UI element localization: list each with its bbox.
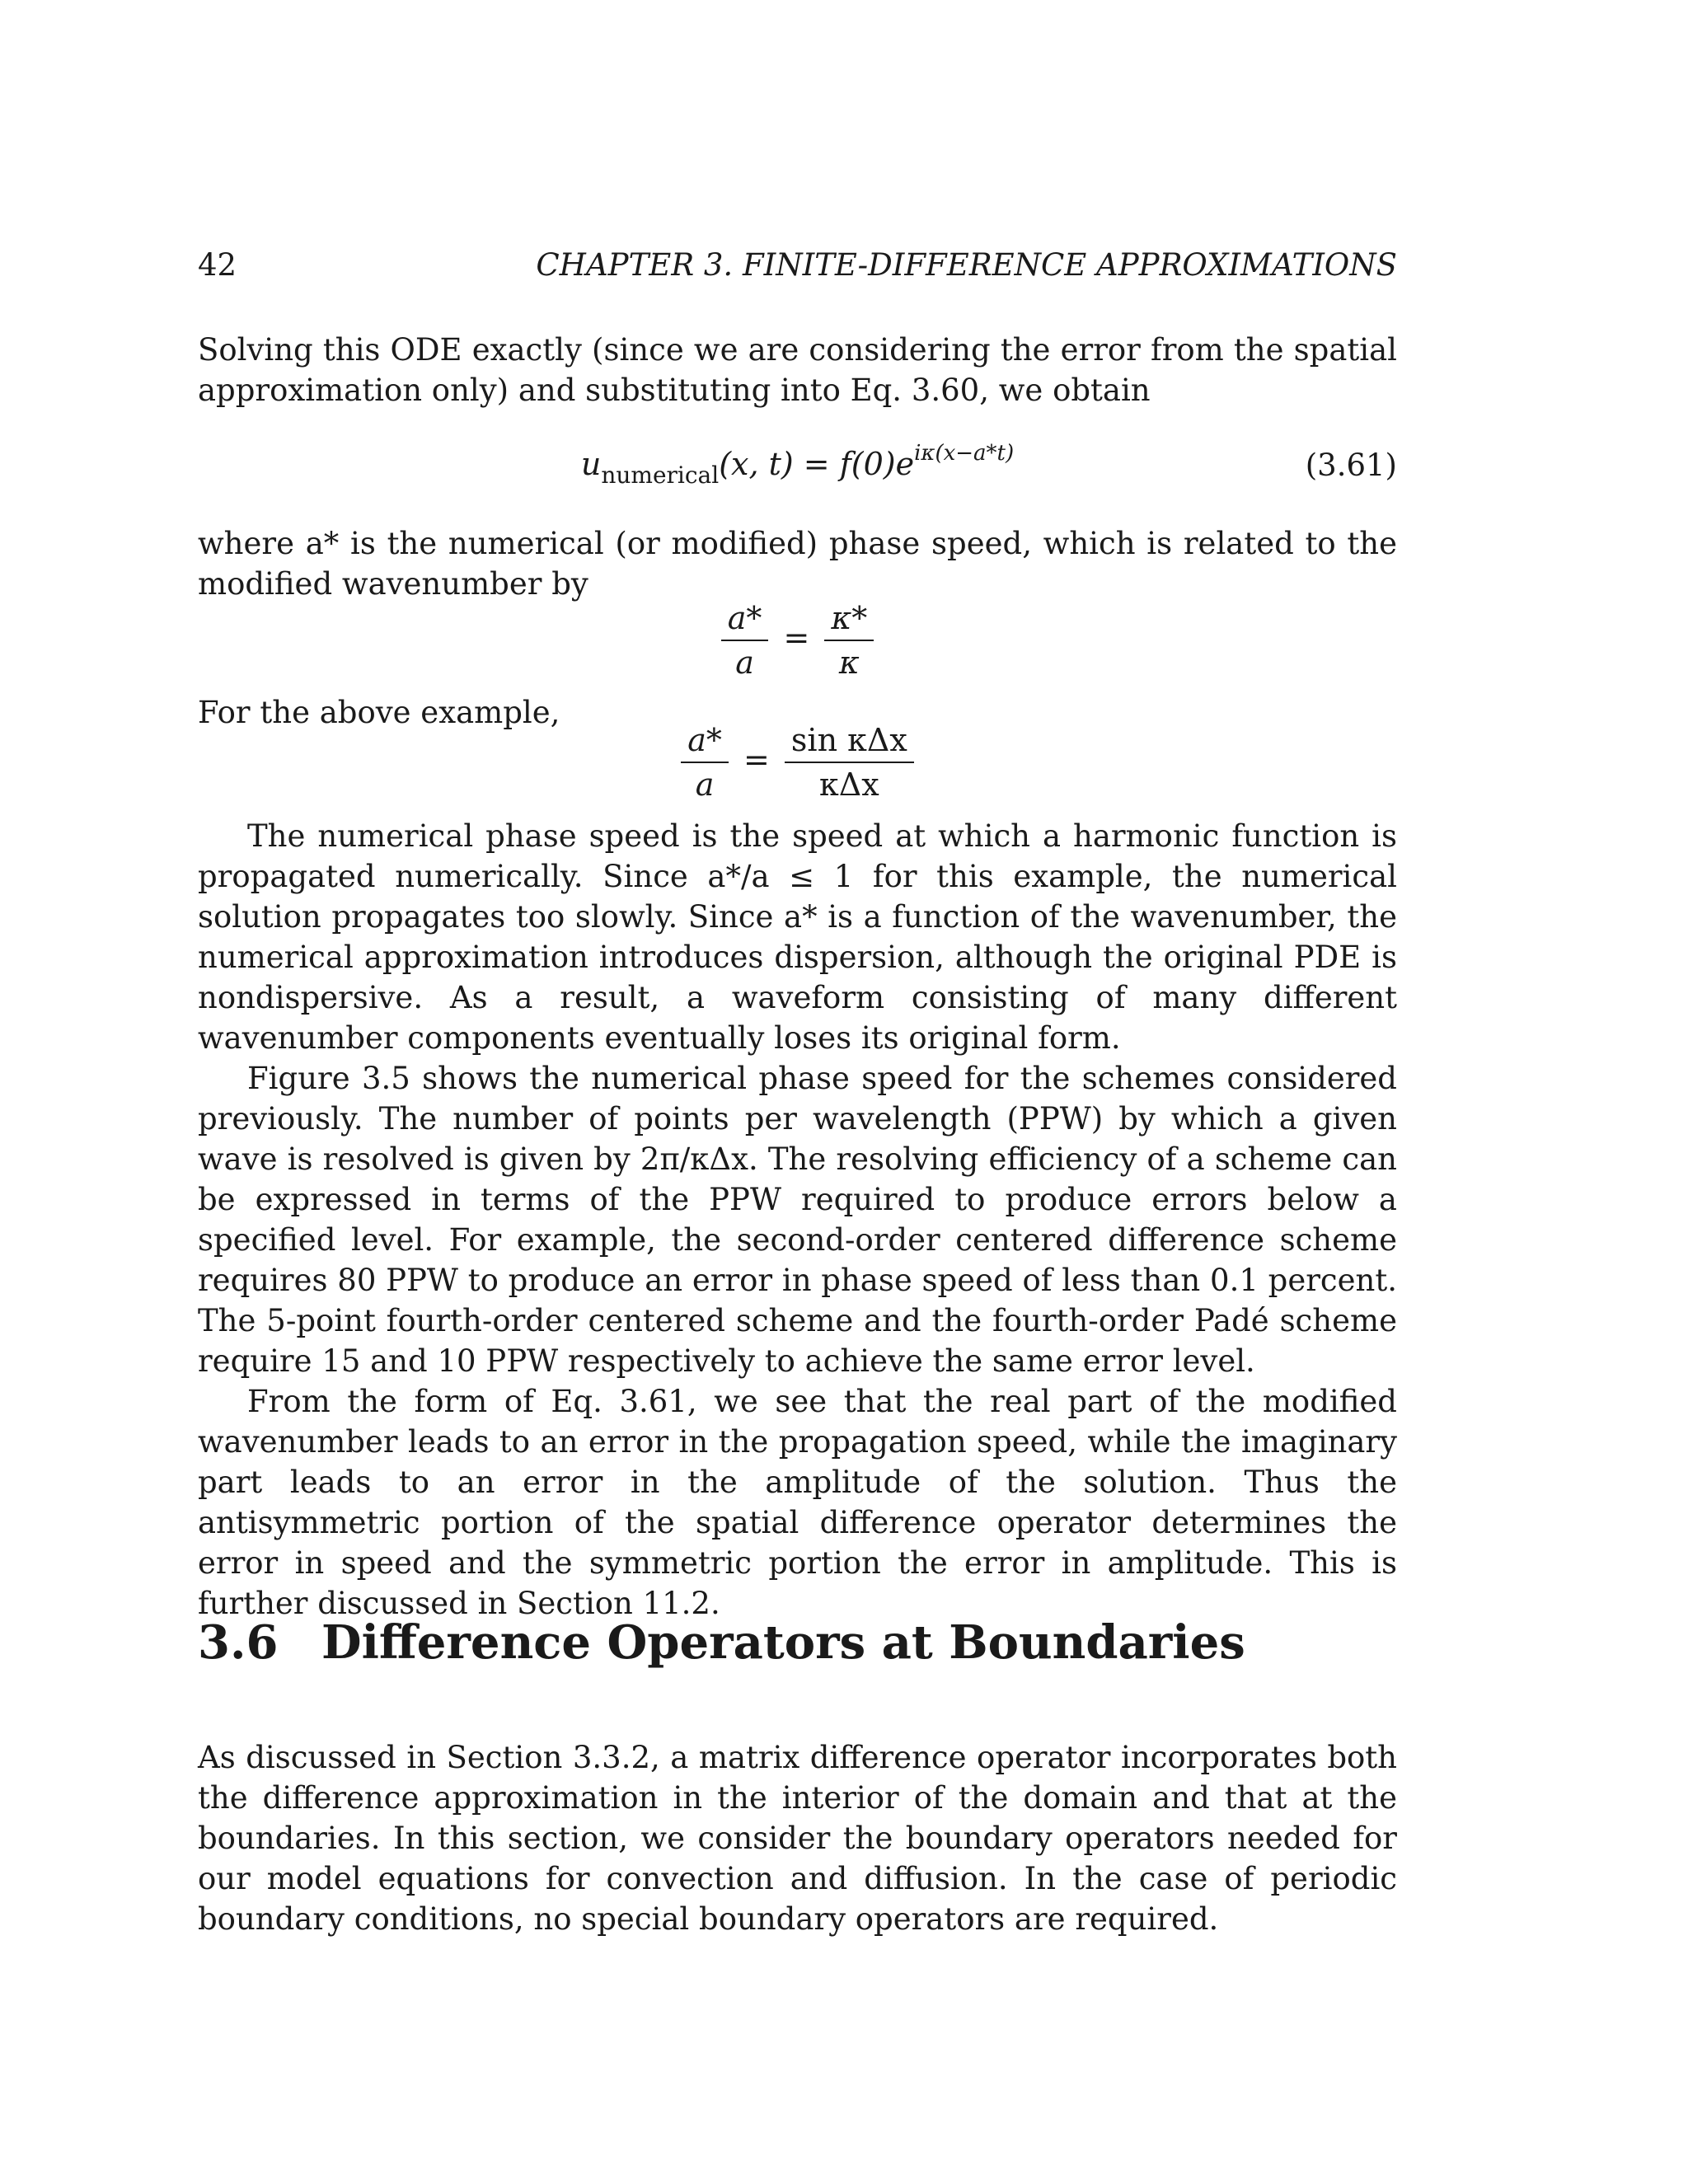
section-title: Difference Operators at Boundaries bbox=[321, 1615, 1245, 1670]
section-number: 3.6 bbox=[198, 1615, 279, 1670]
paragraph-numerical-phase-speed bbox=[198, 816, 1397, 1058]
paragraph-figure-reference bbox=[198, 1058, 1397, 1381]
fraction-rhs: $\frac{\kappa*}{\kappa}$ bbox=[824, 600, 874, 681]
paragraph-phase-speed-def bbox=[198, 523, 1397, 604]
paragraph: where a* is the numerical (or modified) phase speed, which is related to the modified wavenumber by bbox=[198, 526, 1397, 602]
paragraph: As discussed in Section 3.3.2, a matrix difference operator incorporates both the difference approximation in the interior of the domain and that at the boundaries. In this section, we consider the boundary operators needed for our model equations for convection and diffusion. In the case of periodic boundary conditions, no special boundary operators are required. bbox=[198, 1740, 1397, 1937]
fraction-lhs: $\frac{a*}{a}$ bbox=[681, 722, 729, 803]
eq-rhs: (x, t) = f(0)e bbox=[719, 446, 915, 482]
running-head: CHAPTER 3. FINITE-DIFFERENCE APPROXIMATIONS bbox=[536, 247, 1397, 283]
equals-sign: = bbox=[783, 619, 810, 656]
equation-3-61 bbox=[198, 441, 1397, 499]
fraction-lhs: $\frac{a*}{a}$ bbox=[721, 600, 769, 681]
equation-number: (3.61) bbox=[1305, 448, 1397, 483]
eq-subscript: numerical bbox=[601, 462, 720, 489]
equals-sign: = bbox=[743, 741, 770, 778]
paragraph: Solving this ODE exactly (since we are considering the error from the spatial approximation only) and substituting into Eq. 3.60, we obtain bbox=[198, 332, 1397, 408]
equation-example bbox=[198, 722, 1397, 803]
page-header bbox=[198, 247, 1397, 288]
paragraph: The numerical phase speed is the speed at which a harmonic function is propagated numerically. Since a*/a ≤ 1 for this example, the numerical solution propagates too slowly. Since a* is a function of the wavenumber, the numerical approximation introduces dispersion, although the original PDE is nondispersive. As a result, a waveform consisting of many different wavenumber components eventually loses its original form. bbox=[198, 818, 1397, 1056]
eq-lhs: u bbox=[580, 446, 602, 482]
paragraph-boundaries bbox=[198, 1737, 1397, 1939]
paragraph: Figure 3.5 shows the numerical phase speed for the schemes considered previously. The number of points per wavelength (PPW) by which a given wave is resolved is given by 2π/κΔx. The resolving efficiency of a scheme can be expressed in terms of the PPW required to produce errors below a specified level. For example, the second-order centered difference scheme requires 80 PPW to produce an error in phase speed of less than 0.1 percent. The 5-point fourth-order centered scheme and the fourth-order Padé scheme require 15 and 10 PPW respectively to achieve the same error level. bbox=[198, 1061, 1397, 1379]
paragraph-modified-wavenumber bbox=[198, 1381, 1397, 1624]
section-heading bbox=[198, 1614, 1397, 1671]
paragraph: For the above example, bbox=[198, 695, 560, 730]
page-number: 42 bbox=[198, 247, 237, 283]
fraction-rhs: $\frac{\text{sin κΔx}}{\text{κΔx}}$ bbox=[785, 722, 914, 803]
eq-exponent: iκ(x−a*t) bbox=[914, 441, 1015, 466]
paragraph-intro bbox=[198, 330, 1397, 410]
equation-ratio bbox=[198, 600, 1397, 681]
paragraph: From the form of Eq. 3.61, we see that the real part of the modified wavenumber leads to an error in the propagation speed, while the imaginary part leads to an error in the amplitude of the solution. Thus the antisymmetric portion of the spatial difference operator determines the error in speed and the symmetric portion the error in amplitude. This is further discussed in Section 11.2. bbox=[198, 1384, 1397, 1621]
